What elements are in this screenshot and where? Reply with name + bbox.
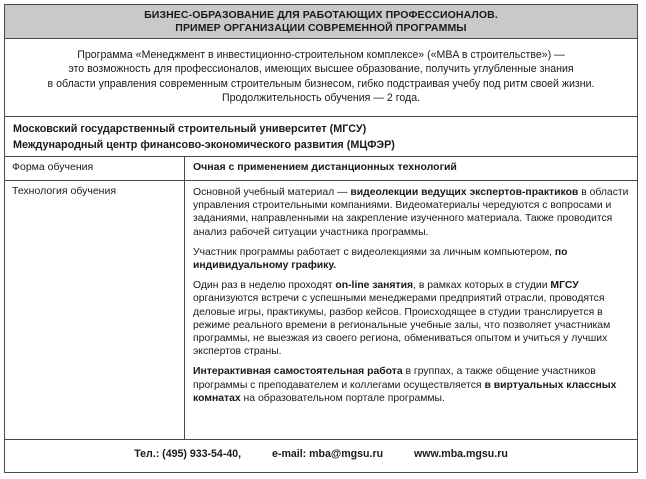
header-banner	[5, 5, 637, 39]
technology-description	[185, 181, 637, 439]
header-line-1: БИЗНЕС-ОБРАЗОВАНИЕ ДЛЯ РАБОТАЮЩИХ ПРОФЕССИОНАЛОВ.	[144, 9, 498, 21]
organization-mcfer: Международный центр финансово-экономического развития (МЦФЭР)	[13, 139, 395, 151]
email-link[interactable]: e-mail: mba@mgsu.ru	[272, 448, 384, 460]
program-intro	[5, 39, 637, 117]
info-box	[4, 4, 638, 473]
program-title: Программа «Менеджмент в инвестиционно-строительном комплексе» («MBA в строительстве») —	[77, 49, 565, 61]
intro-line-2: это возможность для профессионалов, имеющих высшее образование, получить углубленные знания	[68, 63, 574, 76]
technology-paragraph-2	[193, 246, 629, 272]
text-span: на образовательном портале программы.	[240, 392, 445, 404]
text-span: , в рамках которых в студии	[413, 280, 551, 292]
text-span: Участник программы работает с видеолекциями за личным компьютером,	[193, 246, 555, 258]
bold-text: МГСУ	[550, 280, 579, 292]
text-span: Один раз в неделю проходят	[193, 280, 336, 292]
program-duration: Продолжительность обучения — 2 года.	[221, 92, 421, 105]
technology-paragraph-1	[193, 186, 629, 239]
technology-row	[5, 181, 637, 440]
organization-mgsu: Московский государственный строительный университет (МГСУ)	[13, 123, 367, 135]
bold-text: в виртуальных классных комнатах	[193, 379, 617, 404]
website-link[interactable]: www.mba.mgsu.ru	[414, 448, 508, 460]
study-form-row	[5, 157, 637, 181]
text-span: Основной учебный материал —	[193, 187, 351, 198]
bold-text: по индивидуальному графику.	[193, 246, 568, 272]
text-span: в группах, а также общение участников программы с преподавателем и коллегами осуществляется	[193, 366, 596, 391]
contact-footer	[5, 440, 637, 469]
header-line-2: ПРИМЕР ОРГАНИЗАЦИИ СОВРЕМЕННОЙ ПРОГРАММЫ	[175, 22, 467, 34]
study-form-value: Очная с применением дистанционных технологий	[193, 161, 457, 173]
intro-line-3: в области управления современным строительным бизнесом, гибко подстраивая учебу под ритм своей жизни.	[47, 77, 595, 90]
technology-paragraph-3	[193, 279, 629, 358]
technology-label: Технология обучения	[5, 181, 185, 439]
bold-text: Интерактивная самостоятельная работа	[193, 366, 403, 378]
bold-text: видеолекции ведущих экспертов-практиков	[350, 187, 579, 198]
study-form-label: Форма обучения	[5, 157, 185, 180]
phone-number: Тел.: (495) 933-54-40,	[134, 448, 242, 460]
bold-text: on-line занятия	[335, 280, 414, 292]
text-span: организуются встречи с успешными менеджерами предприятий отрасли, проводятся деловые игры, практикумы, разбор кейсов. Происходящее в студии транслируется в режиме реального времени в региональные учебные залы, что позволяет участникам программы, не выезжая из своего региона, обмениваться опытом и учиться у лучших экспертов страны.	[193, 293, 611, 358]
technology-paragraph-4	[193, 365, 629, 405]
organizations-block	[5, 117, 637, 157]
text-span: в области управления строительными компаниями. Видеоматериалы чередуются с вопросами и заданиями, направленными на закрепление изученного материала. Также проводится анализ рабочей ситуации участника программы.	[193, 187, 629, 238]
